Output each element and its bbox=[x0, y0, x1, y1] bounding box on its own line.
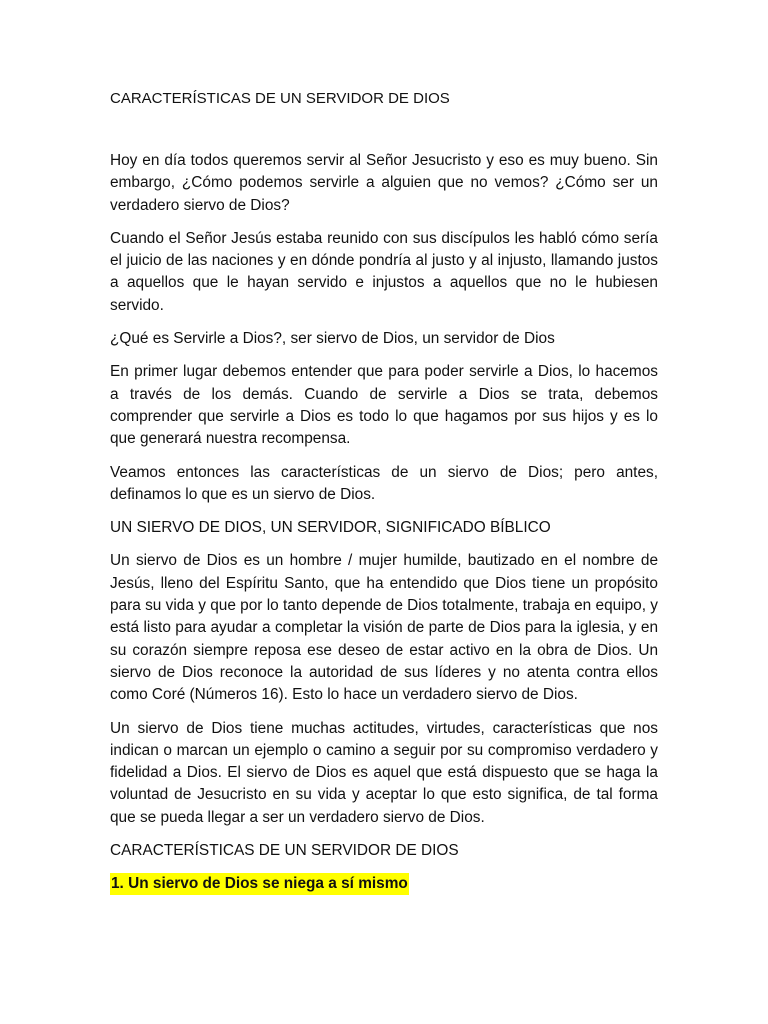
paragraph-attitudes: Un siervo de Dios tiene muchas actitudes, virtudes, características que nos indican o marcan un ejemplo o camino a seguir por su compromiso verdadero y fidelidad a Dios. El siervo de Dios es aquel que está dispuesto que se haga la voluntad de Jesucristo en su vida y aceptar lo que esto significa, de tal forma que se pueda llegar a ser un verdadero siervo de Dios. bbox=[110, 719, 658, 826]
paragraph-definition: Un siervo de Dios es un hombre / mujer humilde, bautizado en el nombre de Jesús, lleno del Espíritu Santo, que ha entendido que Dios tiene un propósito para su vida y que por lo tanto depende de Dios totalmente, trabaja en equipo, y está listo para ayudar a completar la visión de parte de Dios para la iglesia, y en su corazón siempre reposa ese deseo de estar activo en la obra de Dios. Un siervo de Dios reconoce la autoridad de sus líderes y no atenta contra ellos como Coré (Números 16). Esto lo hace un verdadero siervo de Dios. bbox=[110, 552, 658, 704]
document-body bbox=[110, 150, 658, 895]
highlighted-heading-row bbox=[110, 873, 658, 895]
highlighted-heading: 1. Un siervo de Dios se niega a sí mismo bbox=[110, 873, 409, 895]
document-page bbox=[110, 0, 658, 1024]
section-heading-meaning: UN SIERVO DE DIOS, UN SERVIDOR, SIGNIFICADO BÍBLICO bbox=[110, 519, 551, 537]
paragraph-characteristics-intro: Veamos entonces las características de un siervo de Dios; pero antes, definamos lo que es un siervo de Dios. bbox=[110, 463, 658, 503]
paragraph-serving: En primer lugar debemos entender que para poder servirle a Dios, lo hacemos a través de los demás. Cuando de servirle a Dios se trata, debemos comprender que servirle a Dios es todo lo que hagamos por sus hijos y es lo que generará nuestra recompensa. bbox=[110, 363, 658, 448]
paragraph-question: ¿Qué es Servirle a Dios?, ser siervo de Dios, un servidor de Dios bbox=[110, 330, 555, 348]
paragraph-judgment: Cuando el Señor Jesús estaba reunido con sus discípulos les habló cómo sería el juicio de las naciones y en dónde pondría al justo y al injusto, llamando justos a aquellos que le hayan servido e injustos a aquellos que no le hubiesen servido. bbox=[110, 229, 658, 314]
paragraph-intro: Hoy en día todos queremos servir al Señor Jesucristo y eso es muy bueno. Sin embargo, ¿Cómo podemos servirle a alguien que no vemos? ¿Cómo ser un verdadero siervo de Dios? bbox=[110, 152, 658, 214]
document-title: CARACTERÍSTICAS DE UN SERVIDOR DE DIOS bbox=[110, 90, 450, 107]
section-heading-characteristics: CARACTERÍSTICAS DE UN SERVIDOR DE DIOS bbox=[110, 842, 459, 860]
